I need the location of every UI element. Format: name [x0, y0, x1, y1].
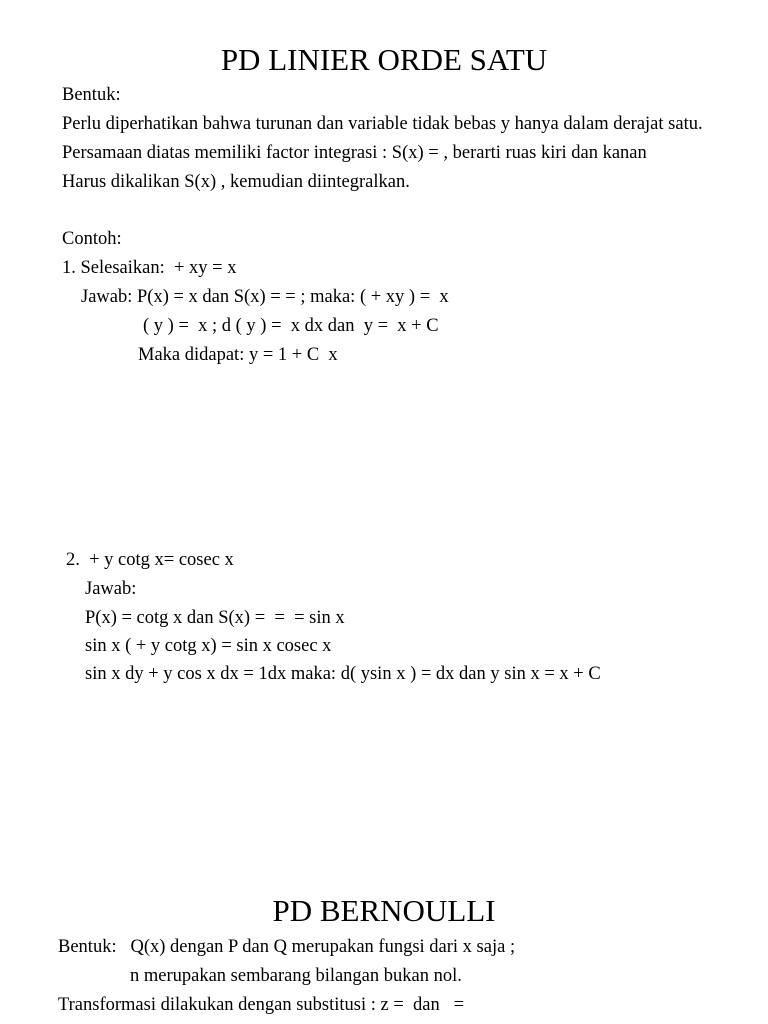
contoh-label: Contoh: — [62, 229, 122, 249]
text-line: Persamaan diatas memiliki factor integrasi : S(x) = , berarti ruas kiri dan kanan — [62, 143, 647, 163]
text-line: Perlu diperhatikan bahwa turunan dan variable tidak bebas y hanya dalam derajat satu. — [62, 114, 703, 134]
bentuk-label: Bentuk: — [62, 85, 121, 105]
example-1-answer-line: ( y ) = x ; d ( y ) = x dx dan y = x + C — [143, 316, 439, 336]
section-title-pd-bernoulli: PD BERNOULLI — [272, 893, 496, 928]
bernoulli-bentuk-line: Bentuk: Q(x) dengan P dan Q merupakan fungsi dari x saja ; — [58, 937, 516, 957]
example-2-jawab-label: Jawab: — [85, 579, 137, 599]
section-title-pd-linier: PD LINIER ORDE SATU — [220, 42, 548, 77]
example-2-problem: 2. + y cotg x= cosec x — [66, 550, 234, 570]
example-1-answer-line: Jawab: P(x) = x dan S(x) = = ; maka: ( + xy ) = x — [81, 287, 449, 307]
example-1-problem: 1. Selesaikan: + xy = x — [62, 258, 237, 278]
example-1-result: Maka didapat: y = 1 + C x — [138, 345, 338, 365]
example-2-answer-line: sin x dy + y cos x dx = 1dx maka: d( ysin x ) = dx dan y sin x = x + C — [85, 664, 601, 684]
example-2-answer-line: sin x ( + y cotg x) = sin x cosec x — [85, 636, 332, 656]
example-2-answer-line: P(x) = cotg x dan S(x) = = = sin x — [85, 608, 345, 628]
bernoulli-transform-line: Transformasi dilakukan dengan substitusi : z = dan = — [58, 995, 465, 1015]
text-line: Harus dikalikan S(x) , kemudian diintegralkan. — [62, 172, 410, 192]
bernoulli-text-line: n merupakan sembarang bilangan bukan nol. — [130, 966, 462, 986]
